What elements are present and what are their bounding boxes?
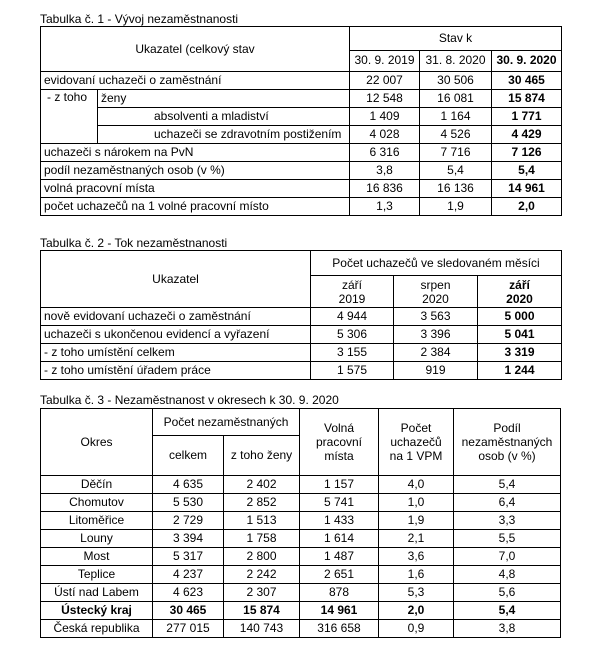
cell: 4 944 (311, 308, 394, 326)
table2-caption: Tabulka č. 2 - Tok nezaměstnanosti (40, 236, 228, 250)
table3-header-zeny: z toho ženy (224, 436, 300, 476)
cell: 3 394 (153, 530, 224, 548)
cell: 4 623 (153, 584, 224, 602)
cell: 5,4 (454, 602, 561, 620)
table1-date: 30. 9. 2019 (350, 50, 420, 71)
cell: 1 614 (300, 530, 379, 548)
cell: 2 402 (224, 476, 300, 494)
cell: 4 028 (350, 126, 420, 144)
table3-header-group: Počet nezaměstnaných (153, 409, 300, 436)
cell: 2 800 (224, 548, 300, 566)
cell: 30 506 (420, 72, 492, 90)
cell: 1 487 (300, 548, 379, 566)
cell: 1 409 (350, 108, 420, 126)
cell: 3 319 (478, 344, 562, 362)
cell: 2 307 (224, 584, 300, 602)
cell: 16 081 (420, 90, 492, 108)
table-row (41, 530, 561, 548)
cell: 3,8 (454, 620, 561, 638)
cell: 2 242 (224, 566, 300, 584)
table-row (41, 162, 562, 180)
row-label: uchazeči s ukončenou evidencí a vyřazení (41, 326, 311, 344)
table-row (41, 584, 561, 602)
cell: 2 729 (153, 512, 224, 530)
row-label: - z toho umístění celkem (41, 344, 311, 362)
cell: 1 244 (478, 362, 562, 380)
cell: 22 007 (350, 72, 420, 90)
table-row (41, 494, 561, 512)
table2-col-header: září 2019 (311, 276, 394, 308)
row-prefix: - z toho (41, 90, 98, 144)
cell: 1,9 (420, 198, 492, 216)
row-label: - z toho umístění úřadem práce (41, 362, 311, 380)
table2 (40, 250, 562, 380)
table2-col-header: září 2020 (478, 276, 562, 308)
cell: 2 651 (300, 566, 379, 584)
row-label: uchazeči s nárokem na PvN (41, 144, 350, 162)
cell: 3,6 (379, 548, 454, 566)
cell: 1 771 (492, 108, 562, 126)
cell: 30 465 (153, 602, 224, 620)
cell: 1 433 (300, 512, 379, 530)
row-label: nově evidovaní uchazeči o zaměstnání (41, 308, 311, 326)
row-label: podíl nezaměstnaných osob (v %) (41, 162, 350, 180)
table-row (41, 198, 562, 216)
cell: 1 758 (224, 530, 300, 548)
cell: 15 874 (492, 90, 562, 108)
row-label: uchazeči se zdravotním postižením (98, 126, 350, 144)
table-row (41, 512, 561, 530)
cell: 5 306 (311, 326, 394, 344)
table-row (41, 72, 562, 90)
cell: 15 874 (224, 602, 300, 620)
cell: 5 530 (153, 494, 224, 512)
cell: 3 396 (394, 326, 478, 344)
table-row (41, 476, 561, 494)
table3-header-vpm: Volná pracovní místa (300, 409, 379, 476)
district-name: Most (41, 548, 153, 566)
cell: 1,0 (379, 494, 454, 512)
table-row (41, 126, 562, 144)
table3-header-celkem: celkem (153, 436, 224, 476)
table-row (41, 344, 562, 362)
district-name: Ústecký kraj (41, 602, 153, 620)
cell: 5,5 (454, 530, 561, 548)
cell: 14 961 (492, 180, 562, 198)
table3-header-podil: Podíl nezaměstnaných osob (v %) (454, 409, 561, 476)
cell: 6,4 (454, 494, 561, 512)
cell: 4 237 (153, 566, 224, 584)
district-name: Chomutov (41, 494, 153, 512)
table2-header-label: Ukazatel (41, 251, 311, 308)
cell: 1 157 (300, 476, 379, 494)
cell: 1,6 (379, 566, 454, 584)
cell: 2,0 (379, 602, 454, 620)
cell: 1 575 (311, 362, 394, 380)
cell: 1 513 (224, 512, 300, 530)
table-row (41, 566, 561, 584)
cell: 4 429 (492, 126, 562, 144)
table3-caption: Tabulka č. 3 - Nezaměstnanost v okresech k 30. 9. 2020 (40, 393, 339, 407)
cell: 1,9 (379, 512, 454, 530)
cell: 316 658 (300, 620, 379, 638)
table1-date: 30. 9. 2020 (492, 50, 562, 71)
row-label: počet uchazečů na 1 volné pracovní místo (41, 198, 350, 216)
cell: 5 041 (478, 326, 562, 344)
table-row (41, 308, 562, 326)
cell: 2,0 (492, 198, 562, 216)
district-name: Litoměřice (41, 512, 153, 530)
table2-header-group: Počet uchazečů ve sledovaném měsíci (311, 251, 562, 276)
cell: 5 000 (478, 308, 562, 326)
cell: 5 741 (300, 494, 379, 512)
district-name: Teplice (41, 566, 153, 584)
cell: 5,4 (492, 162, 562, 180)
cell: 16 136 (420, 180, 492, 198)
cell: 6 316 (350, 144, 420, 162)
district-name: Česká republika (41, 620, 153, 638)
cell: 3,3 (454, 512, 561, 530)
cell: 12 548 (350, 90, 420, 108)
cell: 7,0 (454, 548, 561, 566)
district-name: Louny (41, 530, 153, 548)
table3-header-ratio: Počet uchazečů na 1 VPM (379, 409, 454, 476)
table-row (41, 108, 562, 126)
table-row (41, 144, 562, 162)
table1-date: 31. 8. 2020 (420, 50, 492, 71)
table-row (41, 548, 561, 566)
table-row (41, 620, 561, 638)
cell: 30 465 (492, 72, 562, 90)
cell: 4,8 (454, 566, 561, 584)
cell: 878 (300, 584, 379, 602)
cell: 14 961 (300, 602, 379, 620)
district-name: Děčín (41, 476, 153, 494)
cell: 5,4 (454, 476, 561, 494)
table3-header-okres: Okres (41, 409, 153, 476)
cell: 2 384 (394, 344, 478, 362)
cell: 4,0 (379, 476, 454, 494)
row-label: absolventi a mladiství (98, 108, 350, 126)
cell: 277 015 (153, 620, 224, 638)
table2-col-header: srpen 2020 (394, 276, 478, 308)
table-row (41, 602, 561, 620)
cell: 919 (394, 362, 478, 380)
table-row (41, 180, 562, 198)
cell: 5 317 (153, 548, 224, 566)
row-label: evidovaní uchazeči o zaměstnání (41, 72, 350, 90)
table1 (40, 26, 562, 216)
cell: 0,9 (379, 620, 454, 638)
table1-header-label: Ukazatel (celkový stav (41, 27, 350, 72)
cell: 4 635 (153, 476, 224, 494)
table1-header-group: Stav k (350, 27, 562, 51)
table-row (41, 326, 562, 344)
cell: 3 155 (311, 344, 394, 362)
cell: 2,1 (379, 530, 454, 548)
cell: 2 852 (224, 494, 300, 512)
cell: 3 563 (394, 308, 478, 326)
cell: 5,3 (379, 584, 454, 602)
cell: 4 526 (420, 126, 492, 144)
cell: 3,8 (350, 162, 420, 180)
district-name: Ústí nad Labem (41, 584, 153, 602)
cell: 1 164 (420, 108, 492, 126)
table-row (41, 362, 562, 380)
table1-caption: Tabulka č. 1 - Vývoj nezaměstnanosti (40, 12, 239, 26)
table-row (41, 90, 562, 108)
row-label: volná pracovní místa (41, 180, 350, 198)
cell: 16 836 (350, 180, 420, 198)
row-label: ženy (98, 90, 350, 108)
cell: 7 716 (420, 144, 492, 162)
cell: 5,4 (420, 162, 492, 180)
cell: 140 743 (224, 620, 300, 638)
cell: 5,6 (454, 584, 561, 602)
cell: 7 126 (492, 144, 562, 162)
table3 (40, 408, 561, 638)
cell: 1,3 (350, 198, 420, 216)
